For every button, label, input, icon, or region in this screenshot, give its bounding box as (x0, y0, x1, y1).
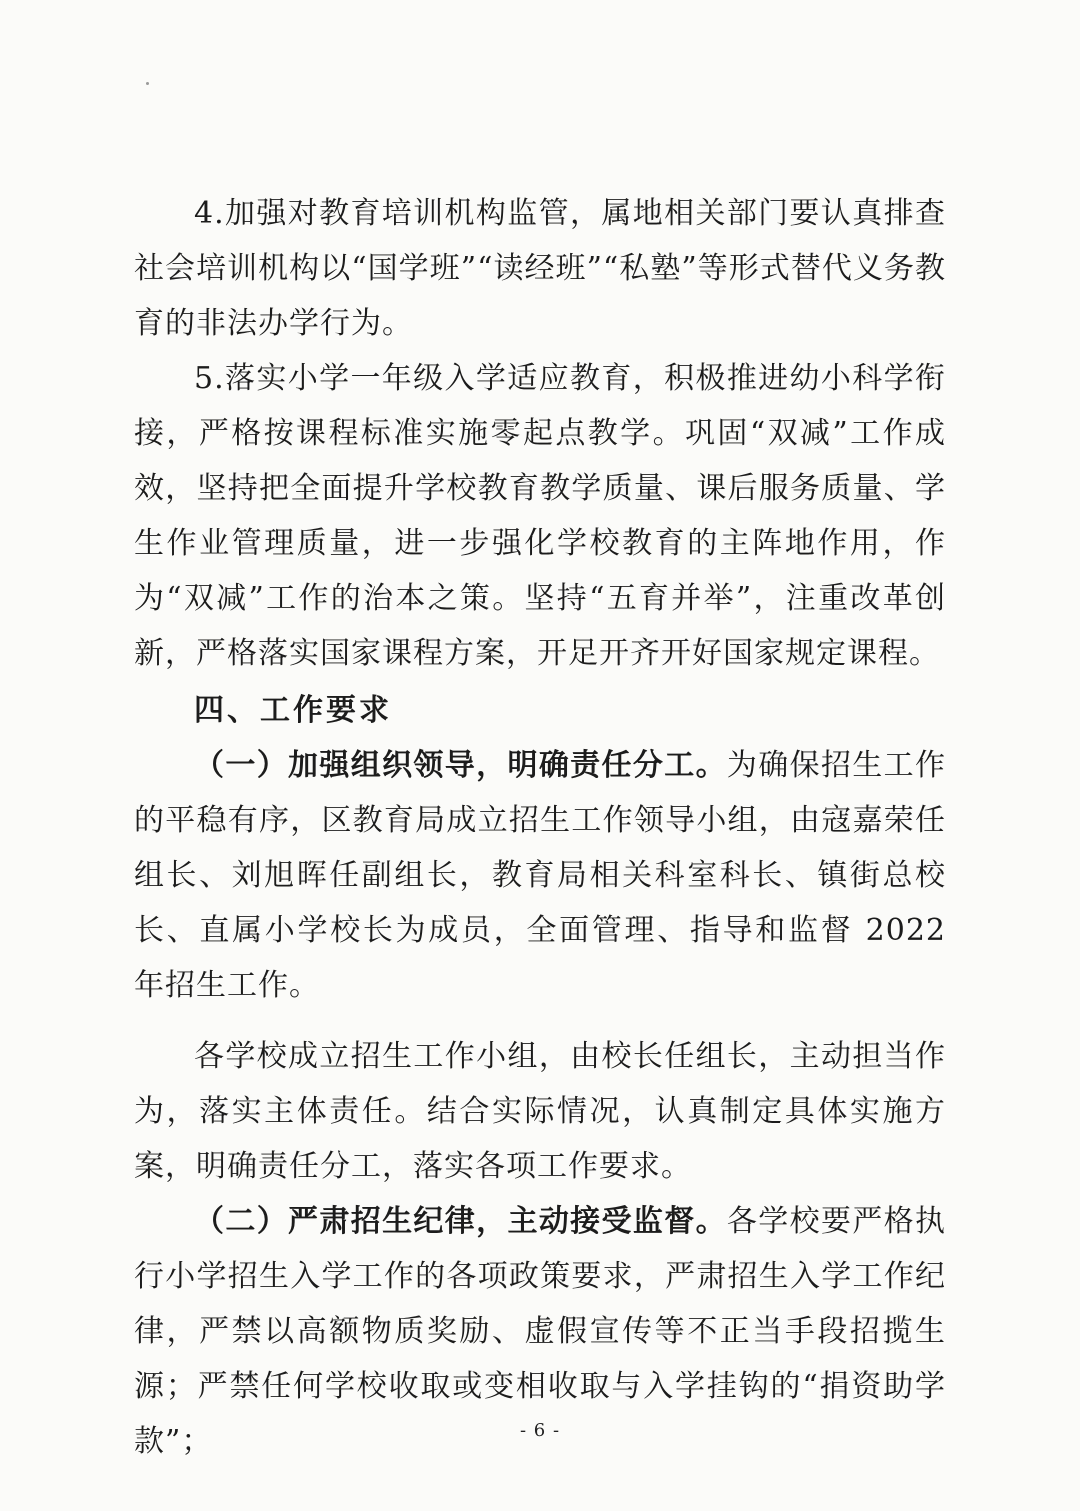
subsection-1-title: （一）加强组织领导，明确责任分工。 (194, 748, 727, 783)
subsection-1-text: 为确保招生工作的平稳有序，区教育局成立招生工作领导小组，由寇嘉荣任组长、刘旭晖任副组长，教育局相关科室科长、镇街总校长、直属小学校长为成员，全面管理、指导和监督 2022 年招生工作。 (134, 748, 947, 1003)
paragraph-item-4: 4.加强对教育培训机构监管，属地相关部门要认真排查社会培训机构以“国学班”“读经班”“私塾”等形式替代义务教育的非法办学行为。 (134, 196, 946, 341)
page-number: - 6 - (519, 1420, 561, 1441)
scan-speck (146, 82, 149, 85)
subsection-2-title: （二）严肃招生纪律，主动接受监督。 (194, 1204, 727, 1239)
paragraph-gap (134, 1013, 946, 1029)
subsection-1-paragraph-2: 各学校成立招生工作小组，由校长任组长，主动担当作为，落实主体责任。结合实际情况，认真制定具体实施方案，明确责任分工，落实各项工作要求。 (134, 1039, 946, 1184)
document-body (134, 186, 946, 1469)
section-heading: 四、工作要求 (194, 693, 392, 728)
subsection-1 (134, 738, 946, 1013)
subsection-2-text: 各学校要严格执行小学招生入学工作的各项政策要求，严肃招生入学工作纪律，严禁以高额物质奖励、虚假宣传等不正当手段招揽生源；严禁任何学校收取或变相收取与入学挂钩的“捐资助学款”； (134, 1204, 947, 1459)
paragraph-item-5: 5.落实小学一年级入学适应教育，积极推进幼小科学衔接，严格按课程标准实施零起点教学。巩固“双减”工作成效，坚持把全面提升学校教育教学质量、课后服务质量、学生作业管理质量，进一步强化学校教育的主阵地作用，作为“双减”工作的治本之策。坚持“五育并举”，注重改革创新，严格落实国家课程方案，开足开齐开好国家规定课程。 (134, 361, 946, 671)
